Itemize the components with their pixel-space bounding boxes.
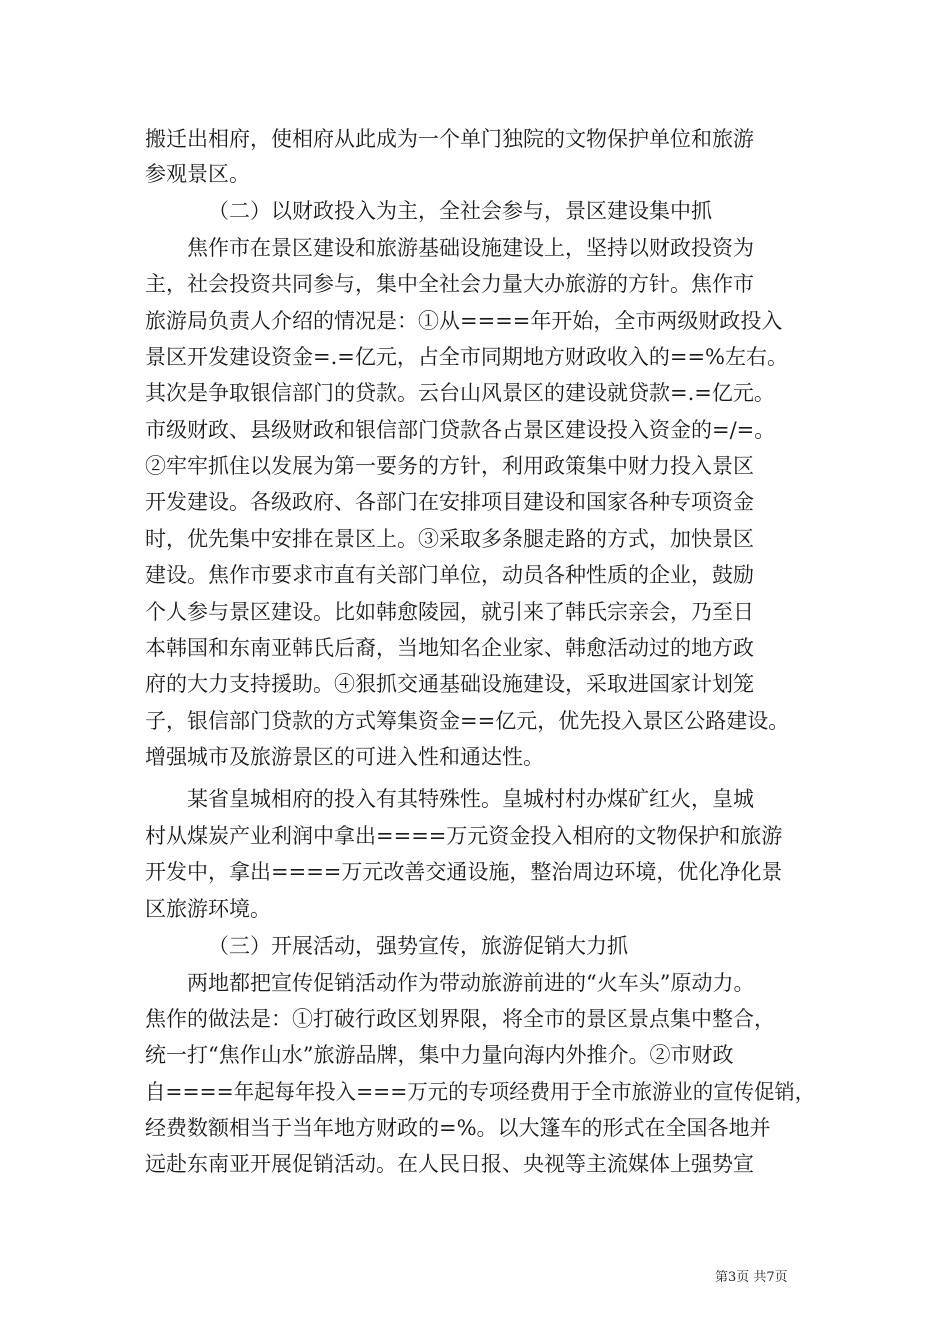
text-line: 开发中，拿出====万元改善交通设施，整治周边环境，优化净化景 bbox=[145, 860, 783, 884]
text-line: 焦作的做法是：①打破行政区划界限，将全市的景区景点集中整合， bbox=[145, 1007, 775, 1031]
section-heading: （三）开展活动，强势宣传，旅游促销大力抓 bbox=[208, 934, 628, 958]
text-line: 两地都把宣传促销活动作为带动旅游前进的“火车头”原动力。 bbox=[187, 971, 755, 995]
section-heading: （二）以财政投入为主，全社会参与，景区建设集中抓 bbox=[208, 199, 712, 223]
text-line: 个人参与景区建设。比如韩愈陵园，就引来了韩氏宗亲会，乃至日 bbox=[145, 600, 754, 624]
text-line: 村从煤炭产业利润中拿出====万元资金投入相府的文物保护和旅游 bbox=[145, 824, 783, 848]
text-line: 市级财政、县级财政和银信部门贷款各占景区建设投入资金的=/=。 bbox=[145, 418, 776, 442]
text-line: 本韩国和东南亚韩氏后裔，当地知名企业家、韩愈活动过的地方政 bbox=[145, 636, 754, 660]
text-line: 参观景区。 bbox=[145, 162, 250, 186]
page-number: 第3页 共7页 bbox=[715, 1270, 788, 1285]
text-line: ②牢牢抓住以发展为第一要务的方针，利用政策集中财力投入景区 bbox=[145, 454, 754, 478]
text-line: 府的大力支持援助。④狠抓交通基础设施建设，采取进国家计划笼 bbox=[145, 672, 754, 696]
text-line: 统一打“焦作山水”旅游品牌，集中力量向海内外推介。②市财政 bbox=[145, 1043, 734, 1067]
text-line: 建设。焦作市要求市直有关部门单位，动员各种性质的企业，鼓励 bbox=[145, 563, 754, 587]
text-line: 子，银信部门贷款的方式筹集资金==亿元，优先投入景区公路建设。 bbox=[145, 709, 790, 733]
text-line: 景区开发建设资金=.=亿元，占全市同期地方财政收入的==%左右。 bbox=[145, 345, 789, 369]
text-line: 某省皇城相府的投入有其特殊性。皇城村村办煤矿红火，皇城 bbox=[187, 787, 754, 811]
text-line: 时，优先集中安排在景区上。③采取多条腿走路的方式，加快景区 bbox=[145, 527, 754, 551]
text-line: 区旅游环境。 bbox=[145, 897, 271, 921]
text-line: 旅游局负责人介绍的情况是：①从====年开始，全市两级财政投入 bbox=[145, 309, 783, 333]
text-line: 经费数额相当于当年地方财政的=%。以大篷车的形式在全国各地并 bbox=[145, 1116, 771, 1140]
text-line: 主，社会投资共同参与，集中全社会力量大办旅游的方针。焦作市 bbox=[145, 272, 754, 296]
text-line: 开发建设。各级政府、各部门在安排项目建设和国家各种专项资金 bbox=[145, 490, 754, 514]
text-line: 焦作市在景区建设和旅游基础设施建设上，坚持以财政投资为 bbox=[187, 236, 754, 260]
text-line: 增强城市及旅游景区的可进入性和通达性。 bbox=[145, 745, 544, 769]
text-line: 自====年起每年投入===万元的专项经费用于全市旅游业的宣传促销， bbox=[145, 1080, 816, 1104]
text-line: 其次是争取银信部门的贷款。云台山风景区的建设就贷款=.=亿元。 bbox=[145, 381, 775, 405]
text-line: 搬迁出相府，使相府从此成为一个单门独院的文物保护单位和旅游 bbox=[145, 127, 754, 151]
text-line: 远赴东南亚开展促销活动。在人民日报、央视等主流媒体上强势宣 bbox=[145, 1152, 754, 1176]
